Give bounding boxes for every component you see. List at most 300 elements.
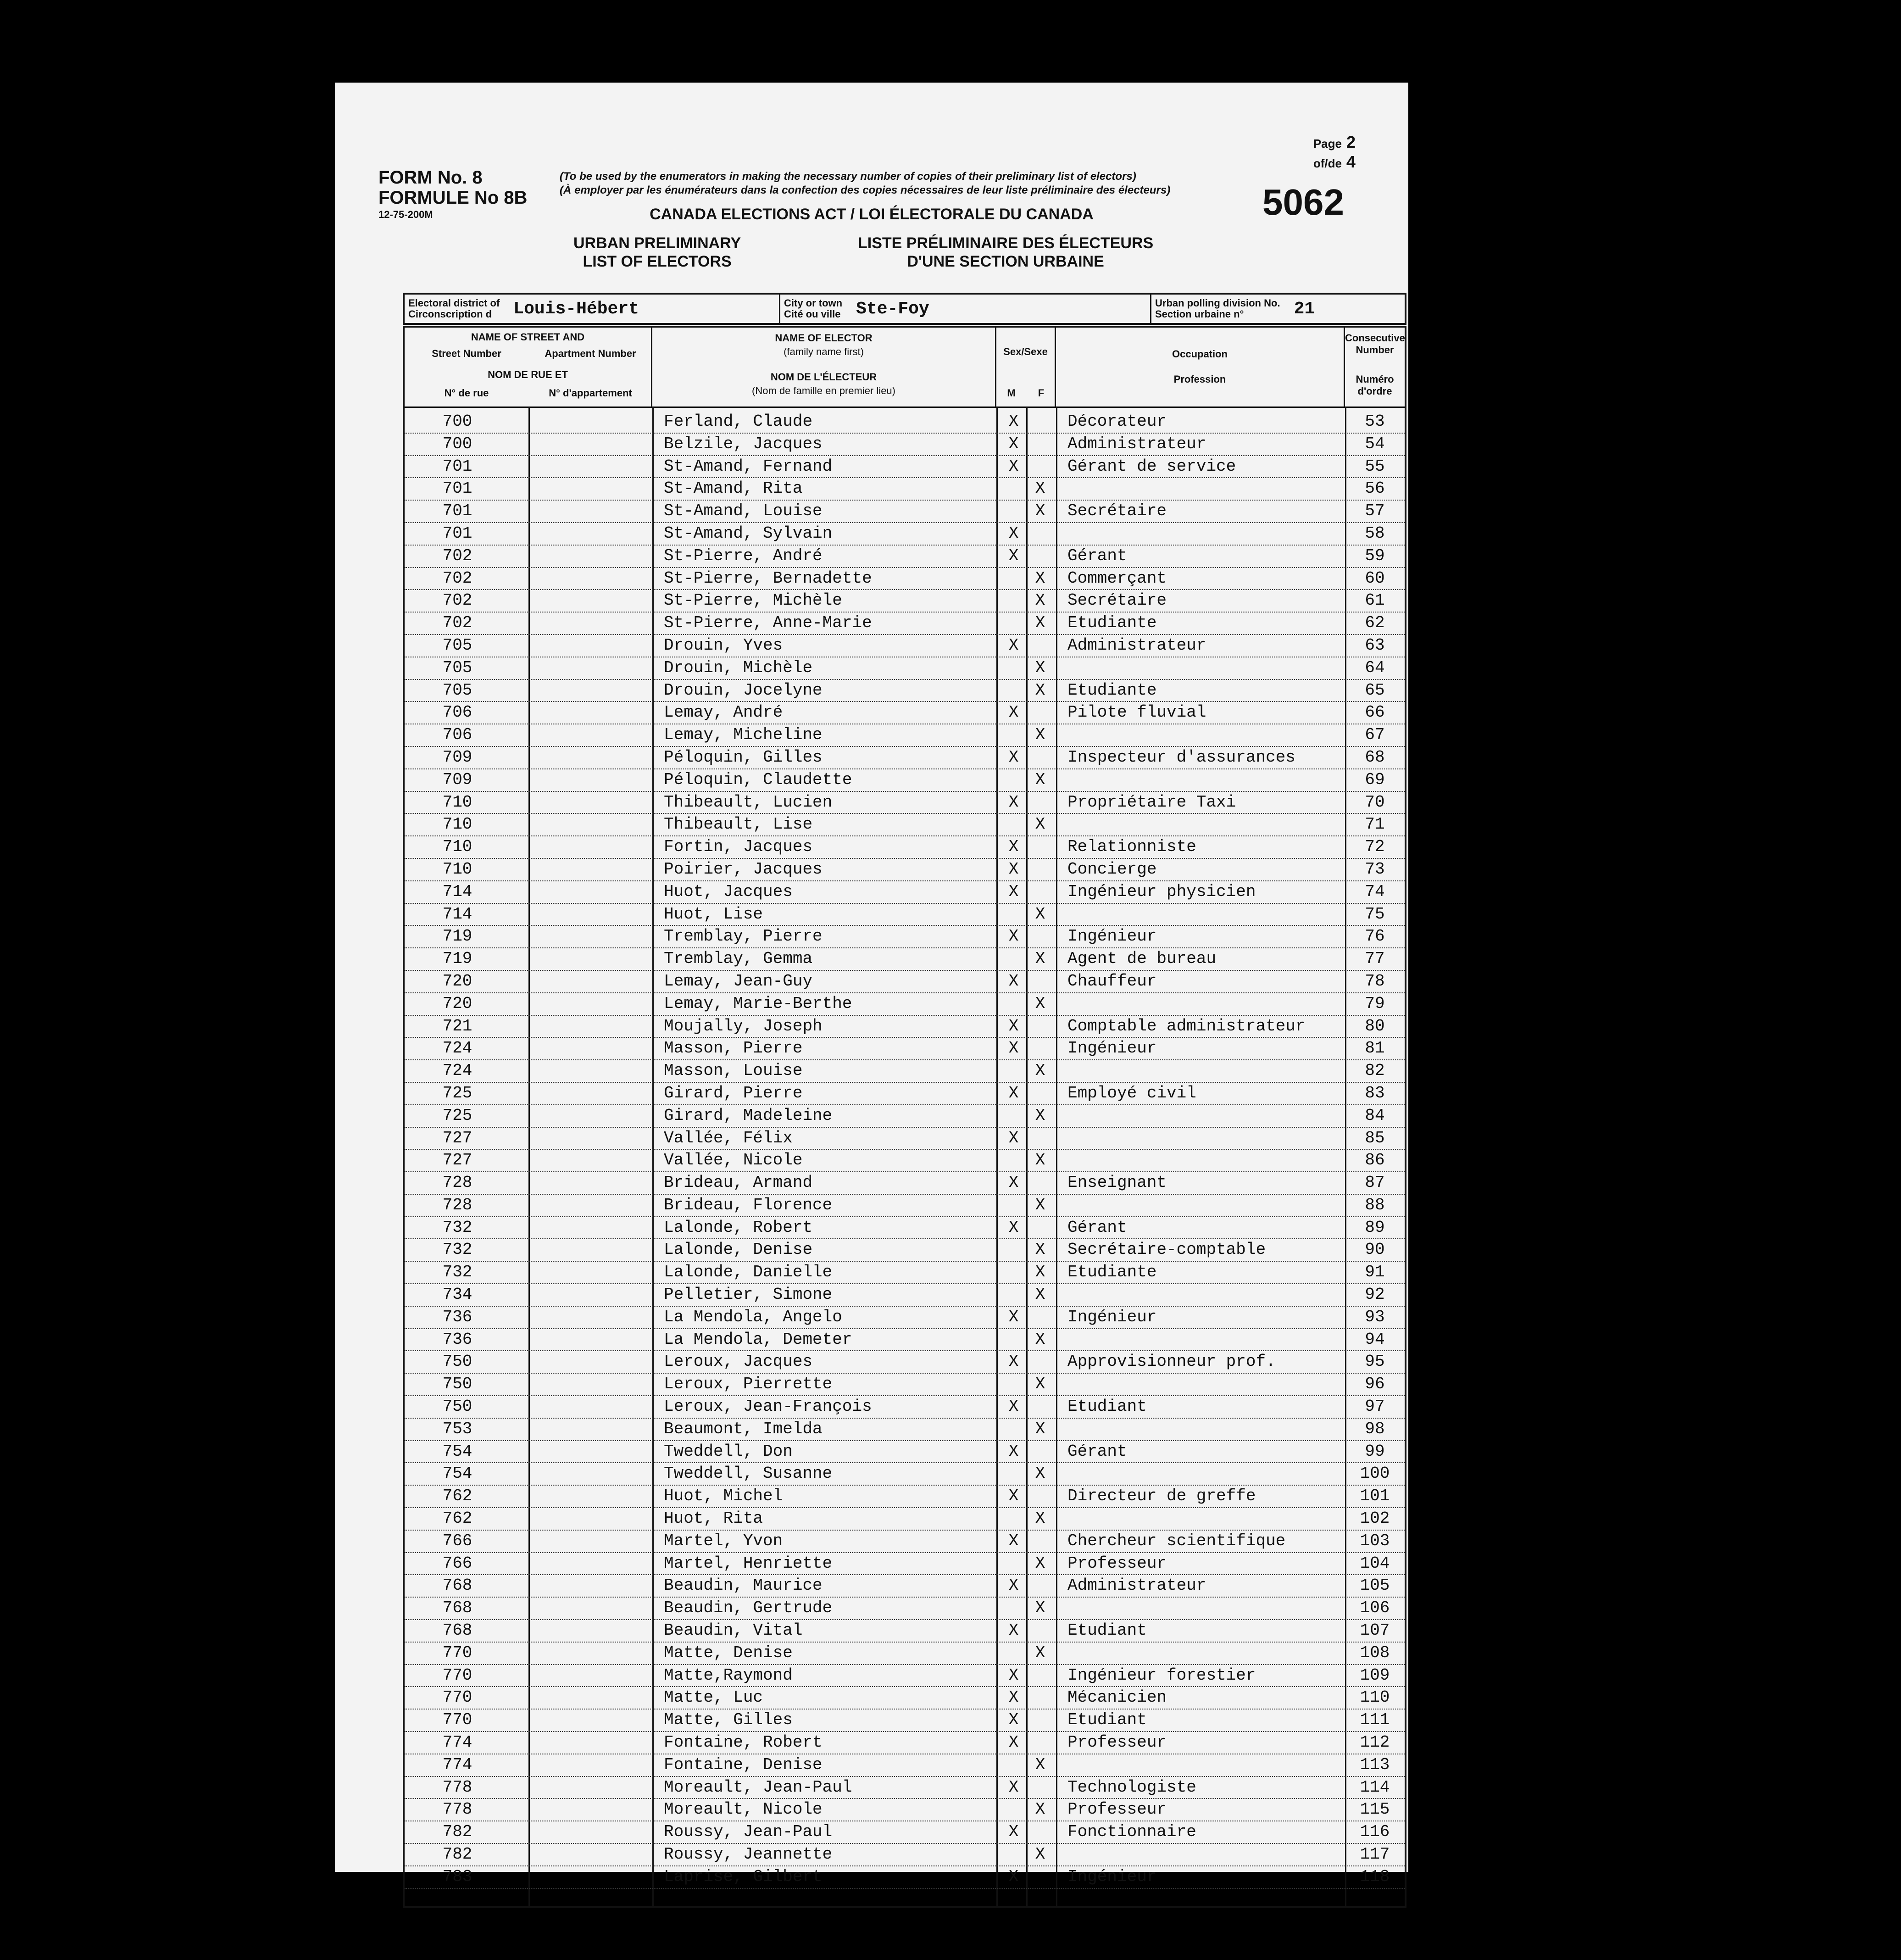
consecutive-header: [1345, 328, 1405, 408]
consecutive-number-cell: 79: [1365, 994, 1385, 1013]
sex-f-cell: X: [1035, 1151, 1045, 1170]
elector-name-cell: Drouin, Yves: [664, 635, 783, 655]
street-number-cell: 766: [442, 1554, 472, 1573]
street-number-cell: 754: [442, 1464, 472, 1483]
street-number-cell: 701: [442, 501, 472, 521]
street-number-cell: 732: [442, 1218, 472, 1237]
of-label: of/de: [1313, 156, 1342, 170]
elector-name-cell: Huot, Michel: [664, 1487, 783, 1506]
table-row: [405, 1105, 1405, 1128]
table-row: [405, 1598, 1405, 1620]
table-row: [405, 1239, 1405, 1262]
district-value: Louis-Hébert: [513, 299, 639, 319]
occupation-cell: Secrétaire: [1067, 501, 1167, 521]
street-title-fr: NOM DE RUE ET: [488, 369, 568, 380]
street-number-cell: 768: [442, 1598, 472, 1618]
consecutive-number-cell: 96: [1365, 1375, 1385, 1394]
elector-name-cell: Masson, Louise: [664, 1061, 803, 1080]
elector-name-cell: La Mendola, Angelo: [664, 1307, 842, 1326]
table-row: [405, 1799, 1405, 1821]
consecutive-number-cell: 75: [1365, 904, 1385, 924]
elector-name-cell: Tweddell, Susanne: [664, 1464, 833, 1483]
elector-name-cell: Thibeault, Lucien: [664, 792, 833, 812]
sex-f-cell: X: [1035, 770, 1045, 789]
street-number-cell: 705: [442, 658, 472, 677]
consecutive-number-cell: 67: [1365, 725, 1385, 745]
elector-name-cell: Beaudin, Maurice: [664, 1576, 823, 1595]
sex-m-cell: X: [1008, 1352, 1019, 1371]
elector-name-cell: Péloquin, Gilles: [664, 747, 823, 767]
consecutive-number-cell: 108: [1360, 1643, 1390, 1662]
elector-name-cell: Brideau, Florence: [664, 1195, 833, 1214]
consecutive-number-cell: 91: [1365, 1263, 1385, 1282]
table-row: [405, 859, 1405, 881]
elector-name-cell: Roussy, Jean-Paul: [664, 1822, 833, 1842]
table-row: [405, 769, 1405, 792]
district-label-en: Electoral district of: [408, 297, 500, 309]
table-row: [405, 747, 1405, 769]
elector-name-cell: Drouin, Michèle: [664, 658, 813, 677]
name-header-en-sub: (family name first): [784, 346, 864, 357]
occupation-en: Occupation: [1172, 348, 1228, 360]
elector-name-cell: Martel, Yvon: [664, 1531, 783, 1550]
title-fr: [858, 234, 1153, 271]
title-fr-line1: LISTE PRÉLIMINAIRE DES ÉLECTEURS: [858, 234, 1154, 252]
street-number-cell: 727: [442, 1128, 472, 1147]
elector-name-cell: Fortin, Jacques: [664, 837, 813, 857]
table-row: [405, 1866, 1405, 1889]
table-row: [405, 792, 1405, 814]
street-number-cell: 774: [442, 1733, 472, 1752]
street-number-cell: 710: [442, 792, 472, 812]
sex-m-cell: X: [1008, 1822, 1019, 1842]
elector-name-cell: St-Pierre, André: [664, 546, 823, 565]
elector-name-cell: Belzile, Jacques: [664, 434, 823, 453]
street-number-cell: 736: [442, 1307, 472, 1326]
apartment-en: Apartment Number: [545, 348, 636, 359]
table-row: [405, 1329, 1405, 1352]
elector-name-cell: Tremblay, Gemma: [664, 949, 813, 969]
consecutive-number-cell: 73: [1365, 859, 1385, 879]
elector-name-cell: St-Amand, Fernand: [664, 457, 833, 476]
elector-name-cell: Matte,Raymond: [664, 1665, 793, 1685]
consecutive-number-cell: 82: [1365, 1061, 1385, 1080]
occupation-cell: Décorateur: [1067, 412, 1167, 431]
consecutive-number-cell: 72: [1365, 837, 1385, 857]
sex-f-label: F: [1038, 387, 1045, 399]
street-number-cell: 762: [442, 1509, 472, 1528]
occupation-cell: Ingénieur physicien: [1067, 882, 1256, 901]
occupation-cell: Chauffeur: [1067, 971, 1157, 991]
sex-f-cell: X: [1035, 1554, 1045, 1573]
table-row: [405, 1060, 1405, 1083]
sex-f-cell: X: [1035, 1509, 1045, 1528]
table-row: [405, 1262, 1405, 1284]
consecutive-en: Consecutive Number: [1345, 332, 1405, 356]
electors-list-sheet: [335, 83, 1408, 1886]
elector-name-cell: Beaudin, Vital: [664, 1621, 803, 1640]
occupation-cell: Etudiant: [1067, 1621, 1147, 1640]
sex-f-cell: X: [1035, 1195, 1045, 1214]
elector-name-cell: Pelletier, Simone: [664, 1285, 833, 1304]
sex-m-cell: X: [1008, 523, 1019, 543]
table-row: [405, 926, 1405, 948]
table-row: [405, 546, 1405, 568]
street-number-cell: 714: [442, 904, 472, 924]
title-en-line1: URBAN PRELIMINARY: [573, 234, 741, 252]
elector-name-cell: Girard, Pierre: [664, 1083, 803, 1102]
sex-m-cell: X: [1008, 1688, 1019, 1707]
street-number-cell: 782: [442, 1822, 472, 1842]
elector-name-cell: Leroux, Jacques: [664, 1352, 813, 1371]
street-number-cell: 783: [442, 1867, 472, 1886]
consecutive-number-cell: 74: [1365, 882, 1385, 901]
occupation-cell: Chercheur scientifique: [1067, 1531, 1286, 1550]
table-row: [405, 1777, 1405, 1799]
sex-m-cell: X: [1008, 1128, 1019, 1147]
occupation-cell: Secrétaire-comptable: [1067, 1240, 1266, 1259]
sex-m-cell: X: [1008, 412, 1019, 431]
sex-f-cell: X: [1035, 1263, 1045, 1282]
consecutive-number-cell: 85: [1365, 1128, 1385, 1147]
street-number-cell: 714: [442, 882, 472, 901]
table-row: [405, 612, 1405, 635]
sex-m-cell: X: [1008, 457, 1019, 476]
consecutive-number-cell: 54: [1365, 434, 1385, 453]
division-value: 21: [1294, 299, 1315, 319]
sex-m-cell: X: [1008, 971, 1019, 991]
table-row: [405, 1172, 1405, 1195]
sex-f-cell: X: [1035, 904, 1045, 924]
street-number-cell: 754: [442, 1442, 472, 1461]
street-number-cell: 700: [442, 434, 472, 453]
elector-name-cell: St-Pierre, Michèle: [664, 591, 842, 610]
table-row: [405, 1374, 1405, 1396]
table-row: [405, 456, 1405, 479]
occupation-cell: Etudiante: [1067, 1263, 1157, 1282]
instruction: [560, 170, 1170, 197]
consecutive-number-cell: 66: [1365, 703, 1385, 722]
street-number-cell: 702: [442, 568, 472, 588]
table-row: [405, 1396, 1405, 1419]
consecutive-number-cell: 86: [1365, 1151, 1385, 1170]
street-number-cell: 724: [442, 1039, 472, 1058]
occupation-cell: Professeur: [1067, 1733, 1167, 1752]
table-row: [405, 702, 1405, 724]
street-number-cell: 734: [442, 1285, 472, 1304]
consecutive-number-cell: 61: [1365, 591, 1385, 610]
sex-header-label: Sex/Sexe: [1003, 346, 1048, 357]
street-number-cell: 753: [442, 1419, 472, 1438]
table-row: [405, 1553, 1405, 1576]
consecutive-number-cell: 90: [1365, 1240, 1385, 1259]
name-header-fr: NOM DE L'ÉLECTEUR: [770, 371, 877, 383]
street-number-cell: 732: [442, 1240, 472, 1259]
consecutive-number-cell: 110: [1360, 1688, 1390, 1707]
elector-name-cell: Tremblay, Pierre: [664, 927, 823, 946]
elector-name-cell: Matte, Denise: [664, 1643, 793, 1662]
sex-f-cell: X: [1035, 658, 1045, 677]
street-number-cell: 750: [442, 1352, 472, 1371]
sex-m-cell: X: [1008, 1665, 1019, 1685]
street-number-cell: 768: [442, 1621, 472, 1640]
title-fr-line2: D'UNE SECTION URBAINE: [907, 253, 1104, 270]
sex-f-cell: X: [1035, 725, 1045, 745]
occupation-cell: Ingénieur: [1067, 1867, 1157, 1886]
elector-name-cell: Lalonde, Denise: [664, 1240, 813, 1259]
instruction-fr: (À employer par les énumérateurs dans la confection des copies nécessaires de leur liste préliminaire des électeurs): [560, 184, 1171, 196]
occupation-cell: Gérant: [1067, 1442, 1127, 1461]
occupation-cell: Relationniste: [1067, 837, 1196, 857]
street-number-cell: 705: [442, 680, 472, 700]
sex-f-cell: X: [1035, 1800, 1045, 1819]
sex-f-cell: X: [1035, 1106, 1045, 1125]
table-row: [405, 1844, 1405, 1866]
city-cell: [780, 295, 1151, 323]
table-row: [405, 1217, 1405, 1240]
table-row: [405, 680, 1405, 702]
consecutive-number-cell: 68: [1365, 747, 1385, 767]
sex-m-cell: X: [1008, 1621, 1019, 1640]
elector-name-cell: Thibeault, Lise: [664, 815, 813, 834]
of-value: 4: [1346, 152, 1356, 171]
elector-name-cell: St-Pierre, Anne-Marie: [664, 613, 872, 633]
elector-name-cell: Beaumont, Imelda: [664, 1419, 823, 1438]
occupation-cell: Administrateur: [1067, 1576, 1206, 1595]
consecutive-number-cell: 78: [1365, 971, 1385, 991]
district-label-fr: Circonscription d: [408, 308, 492, 320]
street-number-cell: 768: [442, 1576, 472, 1595]
sex-f-cell: X: [1035, 1755, 1045, 1774]
occupation-cell: Propriétaire Taxi: [1067, 792, 1236, 812]
table-row: [405, 1195, 1405, 1217]
table-row: [405, 993, 1405, 1016]
elector-name-cell: Huot, Jacques: [664, 882, 793, 901]
table-row: [405, 590, 1405, 612]
occupation-cell: Etudiant: [1067, 1397, 1147, 1416]
table-row: [405, 836, 1405, 859]
occupation-cell: Enseignant: [1067, 1173, 1167, 1192]
street-number-cell: 709: [442, 770, 472, 789]
elector-name-cell: Moreault, Nicole: [664, 1800, 823, 1819]
consecutive-number-cell: 87: [1365, 1173, 1385, 1192]
sex-f-cell: X: [1035, 479, 1045, 498]
sex-m-cell: X: [1008, 1442, 1019, 1461]
occupation-cell: Gérant de service: [1067, 457, 1236, 476]
elector-name-cell: Matte, Luc: [664, 1688, 763, 1707]
name-header-fr-sub: (Nom de famille en premier lieu): [752, 385, 895, 396]
occupation-cell: Directeur de greffe: [1067, 1487, 1256, 1506]
sex-f-cell: X: [1035, 1419, 1045, 1438]
elector-name-cell: Lalonde, Robert: [664, 1218, 813, 1237]
table-row: [405, 1351, 1405, 1374]
table-row: [405, 657, 1405, 680]
table-row: [405, 1709, 1405, 1732]
consecutive-number-cell: 81: [1365, 1039, 1385, 1058]
consecutive-number-cell: 60: [1365, 568, 1385, 588]
sex-f-cell: X: [1035, 1375, 1045, 1394]
table-row: [405, 1643, 1405, 1665]
consecutive-number-cell: 102: [1360, 1509, 1390, 1528]
occupation-cell: Inspecteur d'assurances: [1067, 747, 1295, 767]
form-number-fr: FORMULE No 8B: [378, 188, 528, 208]
page-info: [1313, 133, 1356, 173]
sex-f-cell: X: [1035, 1285, 1045, 1304]
table-row: [405, 1284, 1405, 1307]
form-number: [378, 167, 527, 208]
consecutive-number-cell: 63: [1365, 635, 1385, 655]
elector-name-cell: Vallée, Nicole: [664, 1151, 803, 1170]
consecutive-fr: Numéro d'ordre: [1356, 373, 1394, 397]
street-number-cell: 774: [442, 1755, 472, 1774]
street-number-cell: 705: [442, 635, 472, 655]
elector-name-cell: Leroux, Pierrette: [664, 1375, 833, 1394]
street-number-cell: 706: [442, 725, 472, 745]
sex-m-cell: X: [1008, 703, 1019, 722]
street-number-cell: 782: [442, 1845, 472, 1864]
street-number-cell: 750: [442, 1397, 472, 1416]
occupation-cell: Professeur: [1067, 1800, 1167, 1819]
sex-m-cell: X: [1008, 635, 1019, 655]
city-label-fr: Cité ou ville: [784, 308, 841, 320]
street-number-cell: 702: [442, 613, 472, 633]
table-row: [405, 948, 1405, 971]
sex-f-cell: X: [1035, 501, 1045, 521]
occupation-cell: Etudiante: [1067, 613, 1157, 633]
sex-m-cell: X: [1008, 1016, 1019, 1036]
batch-number: 5062: [1262, 182, 1344, 223]
table-row: [405, 904, 1405, 926]
elector-name-cell: Péloquin, Claudette: [664, 770, 852, 789]
elector-name-cell: Masson, Pierre: [664, 1039, 803, 1058]
table-row: [405, 1307, 1405, 1329]
consecutive-number-cell: 116: [1360, 1822, 1390, 1842]
consecutive-number-cell: 58: [1365, 523, 1385, 543]
elector-name-cell: Tweddell, Don: [664, 1442, 793, 1461]
consecutive-number-cell: 115: [1360, 1800, 1390, 1819]
street-header: [405, 328, 652, 408]
sex-m-cell: X: [1008, 1777, 1019, 1797]
consecutive-number-cell: 117: [1360, 1845, 1390, 1864]
consecutive-number-cell: 103: [1360, 1531, 1390, 1550]
table-row: [405, 814, 1405, 836]
form-code: 12-75-200M: [378, 209, 433, 220]
elector-name-cell: Moreault, Jean-Paul: [664, 1777, 852, 1797]
name-header-en: NAME OF ELECTOR: [775, 332, 873, 344]
elector-name-cell: St-Pierre, Bernadette: [664, 568, 872, 588]
sex-f-cell: X: [1035, 994, 1045, 1013]
occupation-cell: Administrateur: [1067, 434, 1206, 453]
occupation-cell: Etudiant: [1067, 1710, 1147, 1730]
elector-name-cell: Brideau, Armand: [664, 1173, 813, 1192]
sex-m-cell: X: [1008, 1083, 1019, 1102]
table-row: [405, 635, 1405, 657]
table-row: [405, 568, 1405, 590]
table-row: [405, 1083, 1405, 1105]
elector-name-cell: St-Amand, Rita: [664, 479, 803, 498]
table-row: [405, 1754, 1405, 1777]
sex-f-cell: X: [1035, 1598, 1045, 1618]
consecutive-number-cell: 69: [1365, 770, 1385, 789]
consecutive-number-cell: 94: [1365, 1330, 1385, 1349]
street-number-cell: 720: [442, 971, 472, 991]
table-row: [405, 1463, 1405, 1486]
sex-m-cell: X: [1008, 1487, 1019, 1506]
sex-header: [996, 328, 1056, 408]
electors-rows: [405, 411, 1405, 1889]
elector-name-cell: Leroux, Jean-François: [664, 1397, 872, 1416]
sex-f-cell: X: [1035, 568, 1045, 588]
occupation-cell: Fonctionnaire: [1067, 1822, 1196, 1842]
consecutive-number-cell: 118: [1360, 1867, 1390, 1886]
sex-f-cell: X: [1035, 815, 1045, 834]
street-number-cell: 710: [442, 859, 472, 879]
elector-name-cell: Fontaine, Robert: [664, 1733, 823, 1752]
division-label-en: Urban polling division No.: [1155, 297, 1280, 309]
city-label-en: City or town: [784, 297, 843, 309]
sex-f-cell: X: [1035, 1240, 1045, 1259]
district-cell: [405, 295, 780, 323]
sex-f-cell: X: [1035, 680, 1045, 700]
elector-name-cell: Martel, Henriette: [664, 1554, 833, 1573]
table-row: [405, 1575, 1405, 1598]
sex-m-cell: X: [1008, 434, 1019, 453]
sex-m-cell: X: [1008, 546, 1019, 565]
elector-name-cell: Roussy, Jeannette: [664, 1845, 833, 1864]
consecutive-number-cell: 53: [1365, 412, 1385, 431]
consecutive-number-cell: 97: [1365, 1397, 1385, 1416]
street-number-cell: 719: [442, 927, 472, 946]
table-row: [405, 1732, 1405, 1754]
street-number-cell: 732: [442, 1263, 472, 1282]
occupation-header: [1056, 328, 1345, 408]
division-info: [403, 293, 1406, 325]
elector-name-cell: Lemay, Marie-Berthe: [664, 994, 852, 1013]
consecutive-number-cell: 64: [1365, 658, 1385, 677]
street-number-cell: 710: [442, 837, 472, 857]
sex-f-cell: X: [1035, 613, 1045, 633]
occupation-cell: Professeur: [1067, 1554, 1167, 1573]
division-cell: [1151, 295, 1405, 323]
apartment-fr: N° d'appartement: [549, 387, 632, 399]
street-number-cell: 702: [442, 591, 472, 610]
sex-m-cell: X: [1008, 1576, 1019, 1595]
street-number-cell: 770: [442, 1710, 472, 1730]
sex-f-cell: X: [1035, 591, 1045, 610]
occupation-cell: Technologiste: [1067, 1777, 1196, 1797]
electors-table: [403, 326, 1406, 1908]
sex-m-cell: X: [1008, 1397, 1019, 1416]
street-number-fr: N° de rue: [444, 387, 489, 399]
sex-f-cell: X: [1035, 949, 1045, 969]
consecutive-number-cell: 111: [1360, 1710, 1390, 1730]
consecutive-number-cell: 98: [1365, 1419, 1385, 1438]
street-number-cell: 720: [442, 994, 472, 1013]
street-number-cell: 724: [442, 1061, 472, 1080]
table-row: [405, 1665, 1405, 1687]
sex-m-cell: X: [1008, 747, 1019, 767]
consecutive-number-cell: 105: [1360, 1576, 1390, 1595]
table-row: [405, 523, 1405, 546]
consecutive-number-cell: 84: [1365, 1106, 1385, 1125]
consecutive-number-cell: 104: [1360, 1554, 1390, 1573]
elector-name-cell: Fontaine, Denise: [664, 1755, 823, 1774]
occupation-cell: Concierge: [1067, 859, 1157, 879]
street-number-cell: 721: [442, 1016, 472, 1036]
street-number-cell: 719: [442, 949, 472, 969]
street-number-cell: 770: [442, 1643, 472, 1662]
consecutive-number-cell: 56: [1365, 479, 1385, 498]
